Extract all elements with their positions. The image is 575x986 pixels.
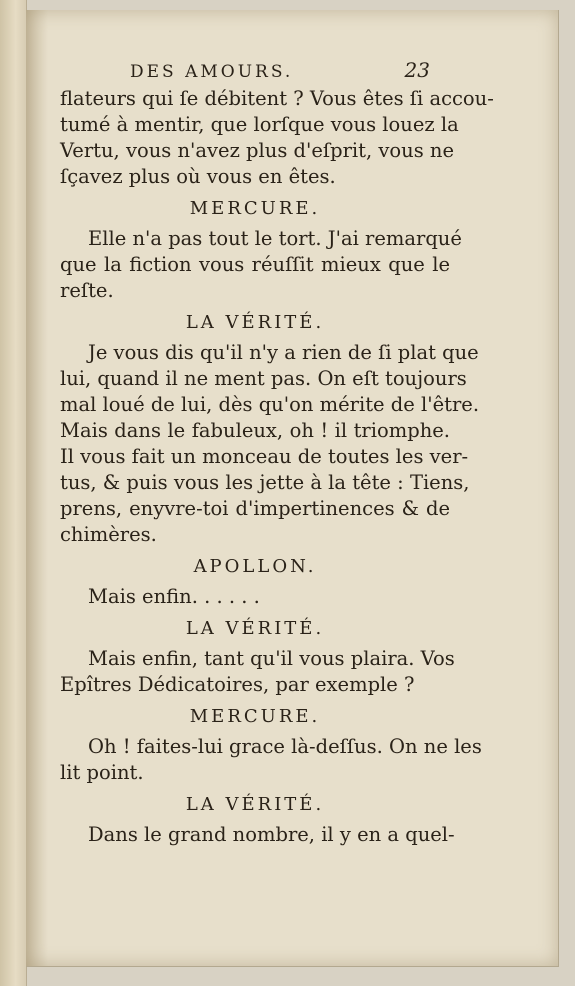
text-line: ſçavez plus où vous en êtes. (60, 165, 336, 188)
speech-paragraph (60, 822, 455, 848)
speech-paragraph (60, 340, 480, 548)
speaker-name: MERCURE. (189, 706, 321, 727)
text-line: Elle n'a pas tout le tort. J'ai remarqué (88, 227, 462, 250)
text-line: Mais enfin, tant qu'il vous plaira. Vos (88, 647, 455, 670)
text-line: Vertu, vous n'avez plus d'eſprit, vous ne (60, 139, 455, 162)
text-line: mal loué de lui, dès qu'on mérite de l'être. (60, 393, 480, 416)
running-head (130, 58, 430, 86)
text-line: Oh ! faites-lui grace là-deſſus. On ne les (88, 735, 482, 758)
text-line: reſte. (60, 279, 114, 302)
speech-paragraph (60, 226, 462, 304)
running-head-title: DES AMOURS. (130, 62, 294, 82)
text-line: tumé à mentir, que lorſque vous louez la (60, 113, 459, 136)
page-gutter-shadow (26, 10, 48, 966)
text-line: Dans le grand nombre, il y en a quel- (88, 823, 455, 846)
text-line: Mais enfin. . . . . . (88, 585, 260, 608)
speech-paragraph (60, 86, 494, 190)
text-line: Epîtres Dédicatoires, par exemple ? (60, 673, 415, 696)
text-line: flateurs qui ſe débitent ? Vous êtes ſi accou- (60, 87, 494, 110)
speech-paragraph (60, 646, 455, 698)
speech-paragraph (60, 734, 482, 786)
speaker-name: LA VÉRITÉ. (185, 312, 325, 333)
page-text (60, 86, 494, 848)
text-line: que la fiction vous réuſſit mieux que le (60, 253, 450, 276)
text-line: Je vous dis qu'il n'y a rien de ſi plat que (88, 341, 479, 364)
text-line: Il vous fait un monceau de toutes les ver- (60, 445, 469, 468)
speaker-name: LA VÉRITÉ. (185, 618, 325, 639)
page-number: 23 (404, 58, 430, 82)
text-line: chimères. (60, 523, 157, 546)
facing-page-edge (0, 0, 27, 986)
text-line: lit point. (60, 761, 144, 784)
text-line: Mais dans le fabuleux, oh ! il triomphe. (60, 419, 450, 442)
text-line: lui, quand il ne ment pas. On eſt toujours (60, 367, 467, 390)
speaker-name: APOLLON. (193, 556, 317, 577)
text-line: prens, enyvre-toi d'impertinences & de (60, 497, 450, 520)
speaker-name: LA VÉRITÉ. (185, 794, 325, 815)
text-line: tus, & puis vous les jette à la tête : Tiens, (60, 471, 470, 494)
speaker-name: MERCURE. (189, 198, 321, 219)
speech-paragraph (60, 584, 450, 610)
